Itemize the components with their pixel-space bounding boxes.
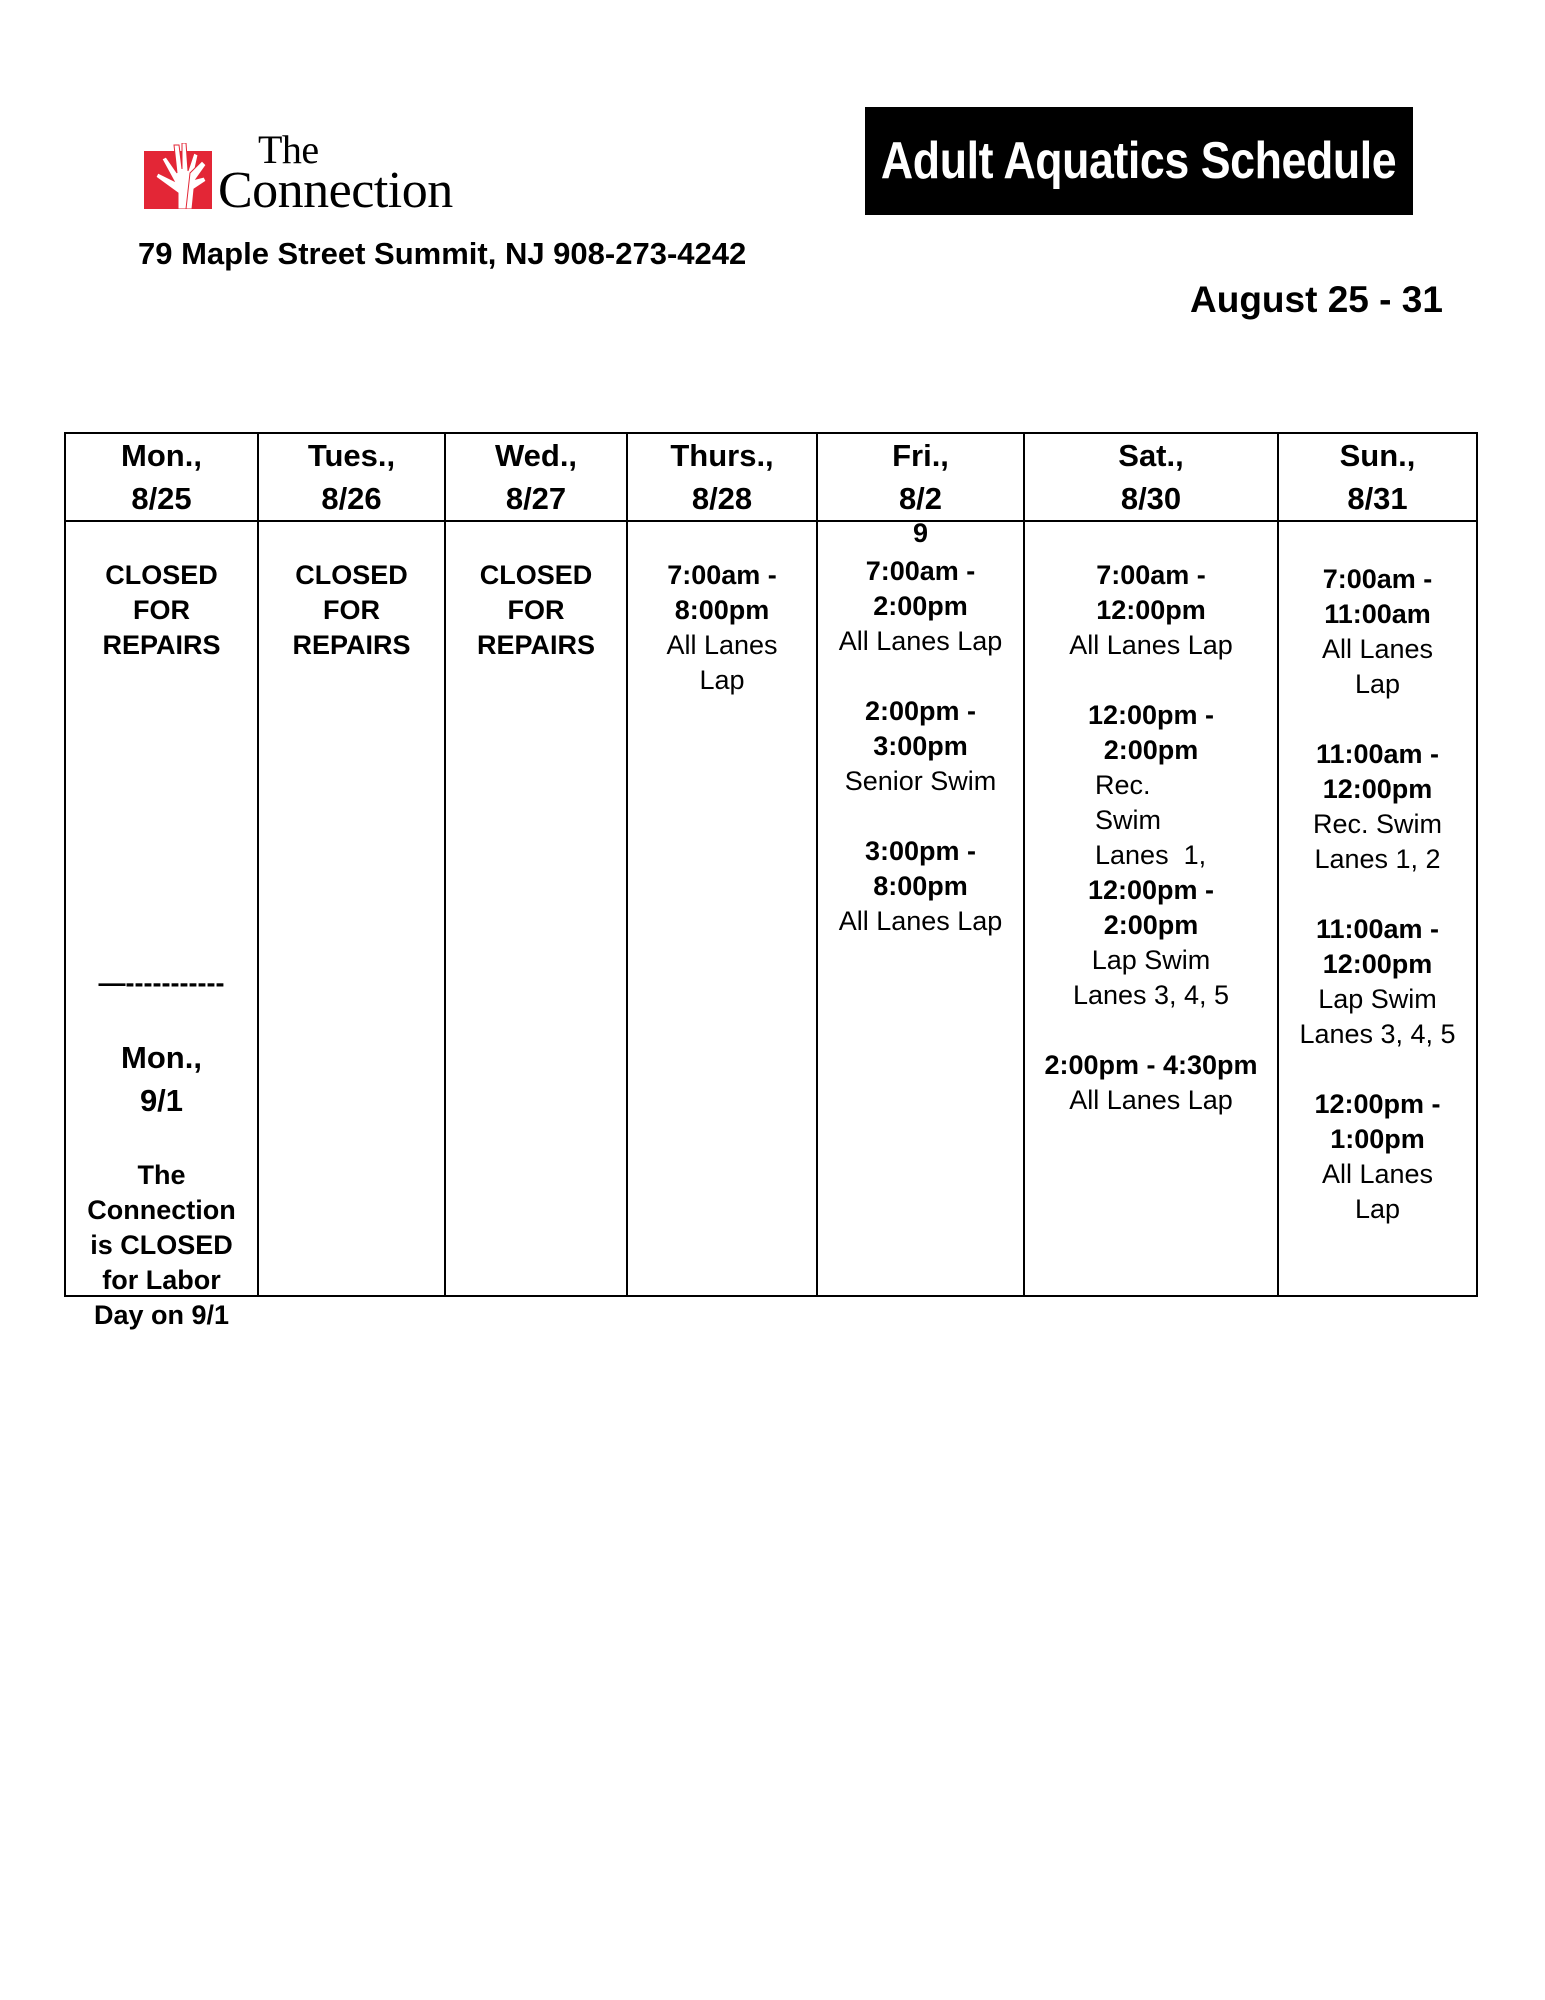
- hands-logo-icon: [144, 143, 212, 209]
- schedule-title-banner: [865, 107, 1413, 215]
- cell-tue: [258, 521, 445, 1296]
- header-wed: Wed., 8/27: [445, 433, 627, 521]
- org-logo: [140, 125, 480, 219]
- cell-mon: [65, 521, 258, 1330]
- date-range: August 25 - 31: [1190, 279, 1443, 320]
- sat-slot-1: 7:00am - 12:00pm All Lanes Lap: [1069, 560, 1233, 660]
- header-sun: Sun., 8/31: [1278, 433, 1477, 521]
- logo-text-the: The: [258, 127, 319, 172]
- holiday-date: Mon., 9/1: [121, 1040, 202, 1118]
- fri-slot-3: 3:00pm - 8:00pm All Lanes Lap: [838, 836, 1003, 936]
- cell-sat: [1024, 521, 1278, 1296]
- sun-slot-2: 11:00am - 12:00pm Rec. Swim Lanes 1, 2: [1312, 739, 1442, 874]
- thu-slot-1: 7:00am - 8:00pm All Lanes Lap: [666, 560, 778, 695]
- header-tue: Tues., 8/26: [258, 433, 445, 521]
- sat-slot-2: 12:00pm - 2:00pm Rec. Swim Lanes 1,: [1087, 700, 1215, 870]
- day-header-row: [65, 433, 1477, 521]
- logo-text-connection: Connection: [218, 162, 453, 219]
- fri-slot-1: 7:00am - 2:00pm All Lanes Lap: [838, 556, 1003, 656]
- address-line: 79 Maple Street Summit, NJ 908-273-4242: [138, 236, 747, 271]
- header-sat: Sat., 8/30: [1024, 433, 1278, 521]
- header-thu: Thurs., 8/28: [627, 433, 817, 521]
- closed-notice-mon: CLOSED FOR REPAIRS: [102, 560, 221, 660]
- sun-slot-1: 7:00am - 11:00am All Lanes Lap: [1321, 564, 1434, 699]
- holiday-note: The Connection is CLOSED for Labor Day on 9/1: [87, 1160, 236, 1330]
- closed-notice-wed: CLOSED FOR REPAIRS: [476, 560, 596, 660]
- cell-wed: [445, 521, 627, 1296]
- header-fri: Fri., 8/2: [817, 433, 1024, 521]
- sun-slot-4: 12:00pm - 1:00pm All Lanes Lap: [1314, 1089, 1441, 1224]
- sat-slot-4: 2:00pm - 4:30pm All Lanes Lap: [1044, 1050, 1258, 1115]
- schedule-table: [64, 432, 1478, 1330]
- fri-slot-2: 2:00pm - 3:00pm Senior Swim: [844, 696, 997, 796]
- closed-notice-tue: CLOSED FOR REPAIRS: [292, 560, 411, 660]
- schedule-row: [65, 521, 1477, 1296]
- header-mon: Mon., 8/25: [65, 433, 258, 521]
- sat-slot-3: 12:00pm - 2:00pm Lap Swim Lanes 3, 4, 5: [1072, 875, 1230, 1010]
- sun-slot-3: 11:00am - 12:00pm Lap Swim Lanes 3, 4, 5: [1299, 914, 1456, 1049]
- fri-date-overflow: 9: [912, 518, 929, 548]
- cell-thu: [627, 521, 817, 1296]
- divider-text: —-----------: [98, 968, 225, 998]
- schedule-title: Adult Aquatics Schedule: [881, 132, 1397, 190]
- cell-sun: [1278, 521, 1477, 1296]
- cell-fri: [817, 518, 1024, 1296]
